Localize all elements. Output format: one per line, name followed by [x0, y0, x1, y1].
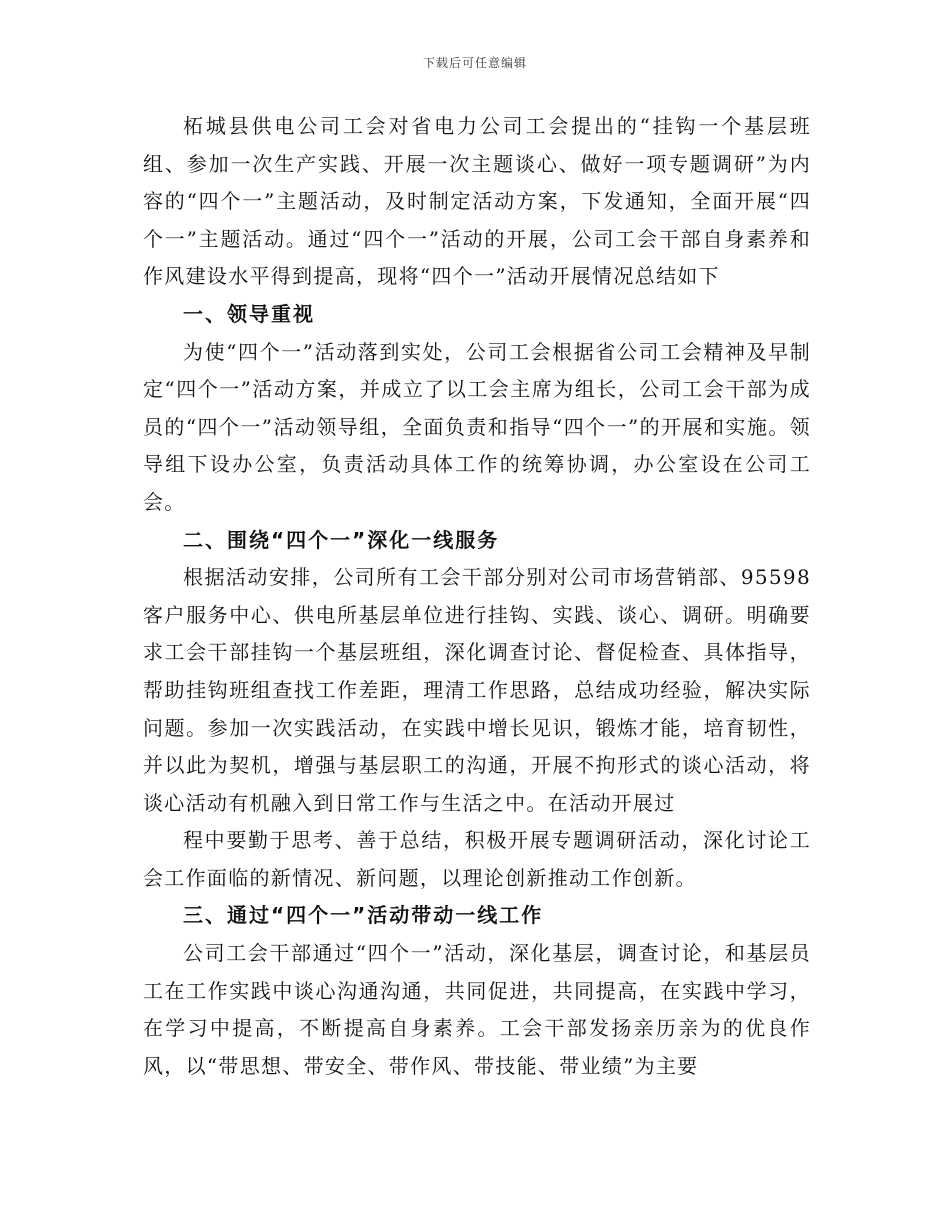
section-1-paragraph: 为使“四个一”活动落到实处，公司工会根据省公司工会精神及早制定“四个一”活动方案，并成立了以工会主席为组长，公司工会干部为成员的“四个一”活动领导组，全面负责和指导“四个一”的开展和实施。领导组下设办公室，负责活动具体工作的统筹协调，办公室设在公司工会。 — [143, 339, 811, 514]
intro-paragraph: 柘城县供电公司工会对省电力公司工会提出的“挂钩一个基层班组、参加一次生产实践、开展一次主题谈心、做好一项专题调研”为内容的“四个一”主题活动，及时制定活动方案，下发通知，全面开展“四个一”主题活动。通过“四个一”活动的开展，公司工会干部自身素养和作风建设水平得到提高，现将“四个一”活动开展情况总结如下 — [143, 114, 811, 289]
section-2-paragraph-2: 程中要勤于思考、善于总结，积极开展专题调研活动，深化讨论工会工作面临的新情况、新问题，以理论创新推动工作创新。 — [143, 828, 811, 890]
section-2-paragraph-1: 根据活动安排，公司所有工会干部分别对公司市场营销部、95598客户服务中心、供电所基层单位进行挂钩、实践、谈心、调研。明确要求工会干部挂钩一个基层班组，深化调查讨论、督促检查、具体指导，帮助挂钩班组查找工作差距，理清工作思路，总结成功经验，解决实际问题。参加一次实践活动，在实践中增长见识，锻炼才能，培育韧性，并以此为契机，增强与基层职工的沟通，开展不拘形式的谈心活动，将谈心活动有机融入到日常工作与生活之中。在活动开展过 — [143, 565, 811, 815]
section-3-paragraph: 公司工会干部通过“四个一”活动，深化基层，调查讨论，和基层员工在工作实践中谈心沟通沟通，共同促进，共同提高，在实践中学习，在学习中提高，不断提高自身素养。工会干部发扬亲历亲为的优良作风，以“带思想、带安全、带作风、带技能、带业绩”为主要 — [143, 941, 811, 1078]
section-heading-3: 三、通过“四个一”活动带动一线工作 — [183, 903, 544, 928]
section-heading-2: 二、围绕“四个一”深化一线服务 — [183, 527, 500, 552]
section-heading-1: 一、领导重视 — [183, 301, 315, 326]
document-body — [143, 108, 811, 1085]
page-header-note: 下载后可任意编辑 — [422, 56, 527, 70]
